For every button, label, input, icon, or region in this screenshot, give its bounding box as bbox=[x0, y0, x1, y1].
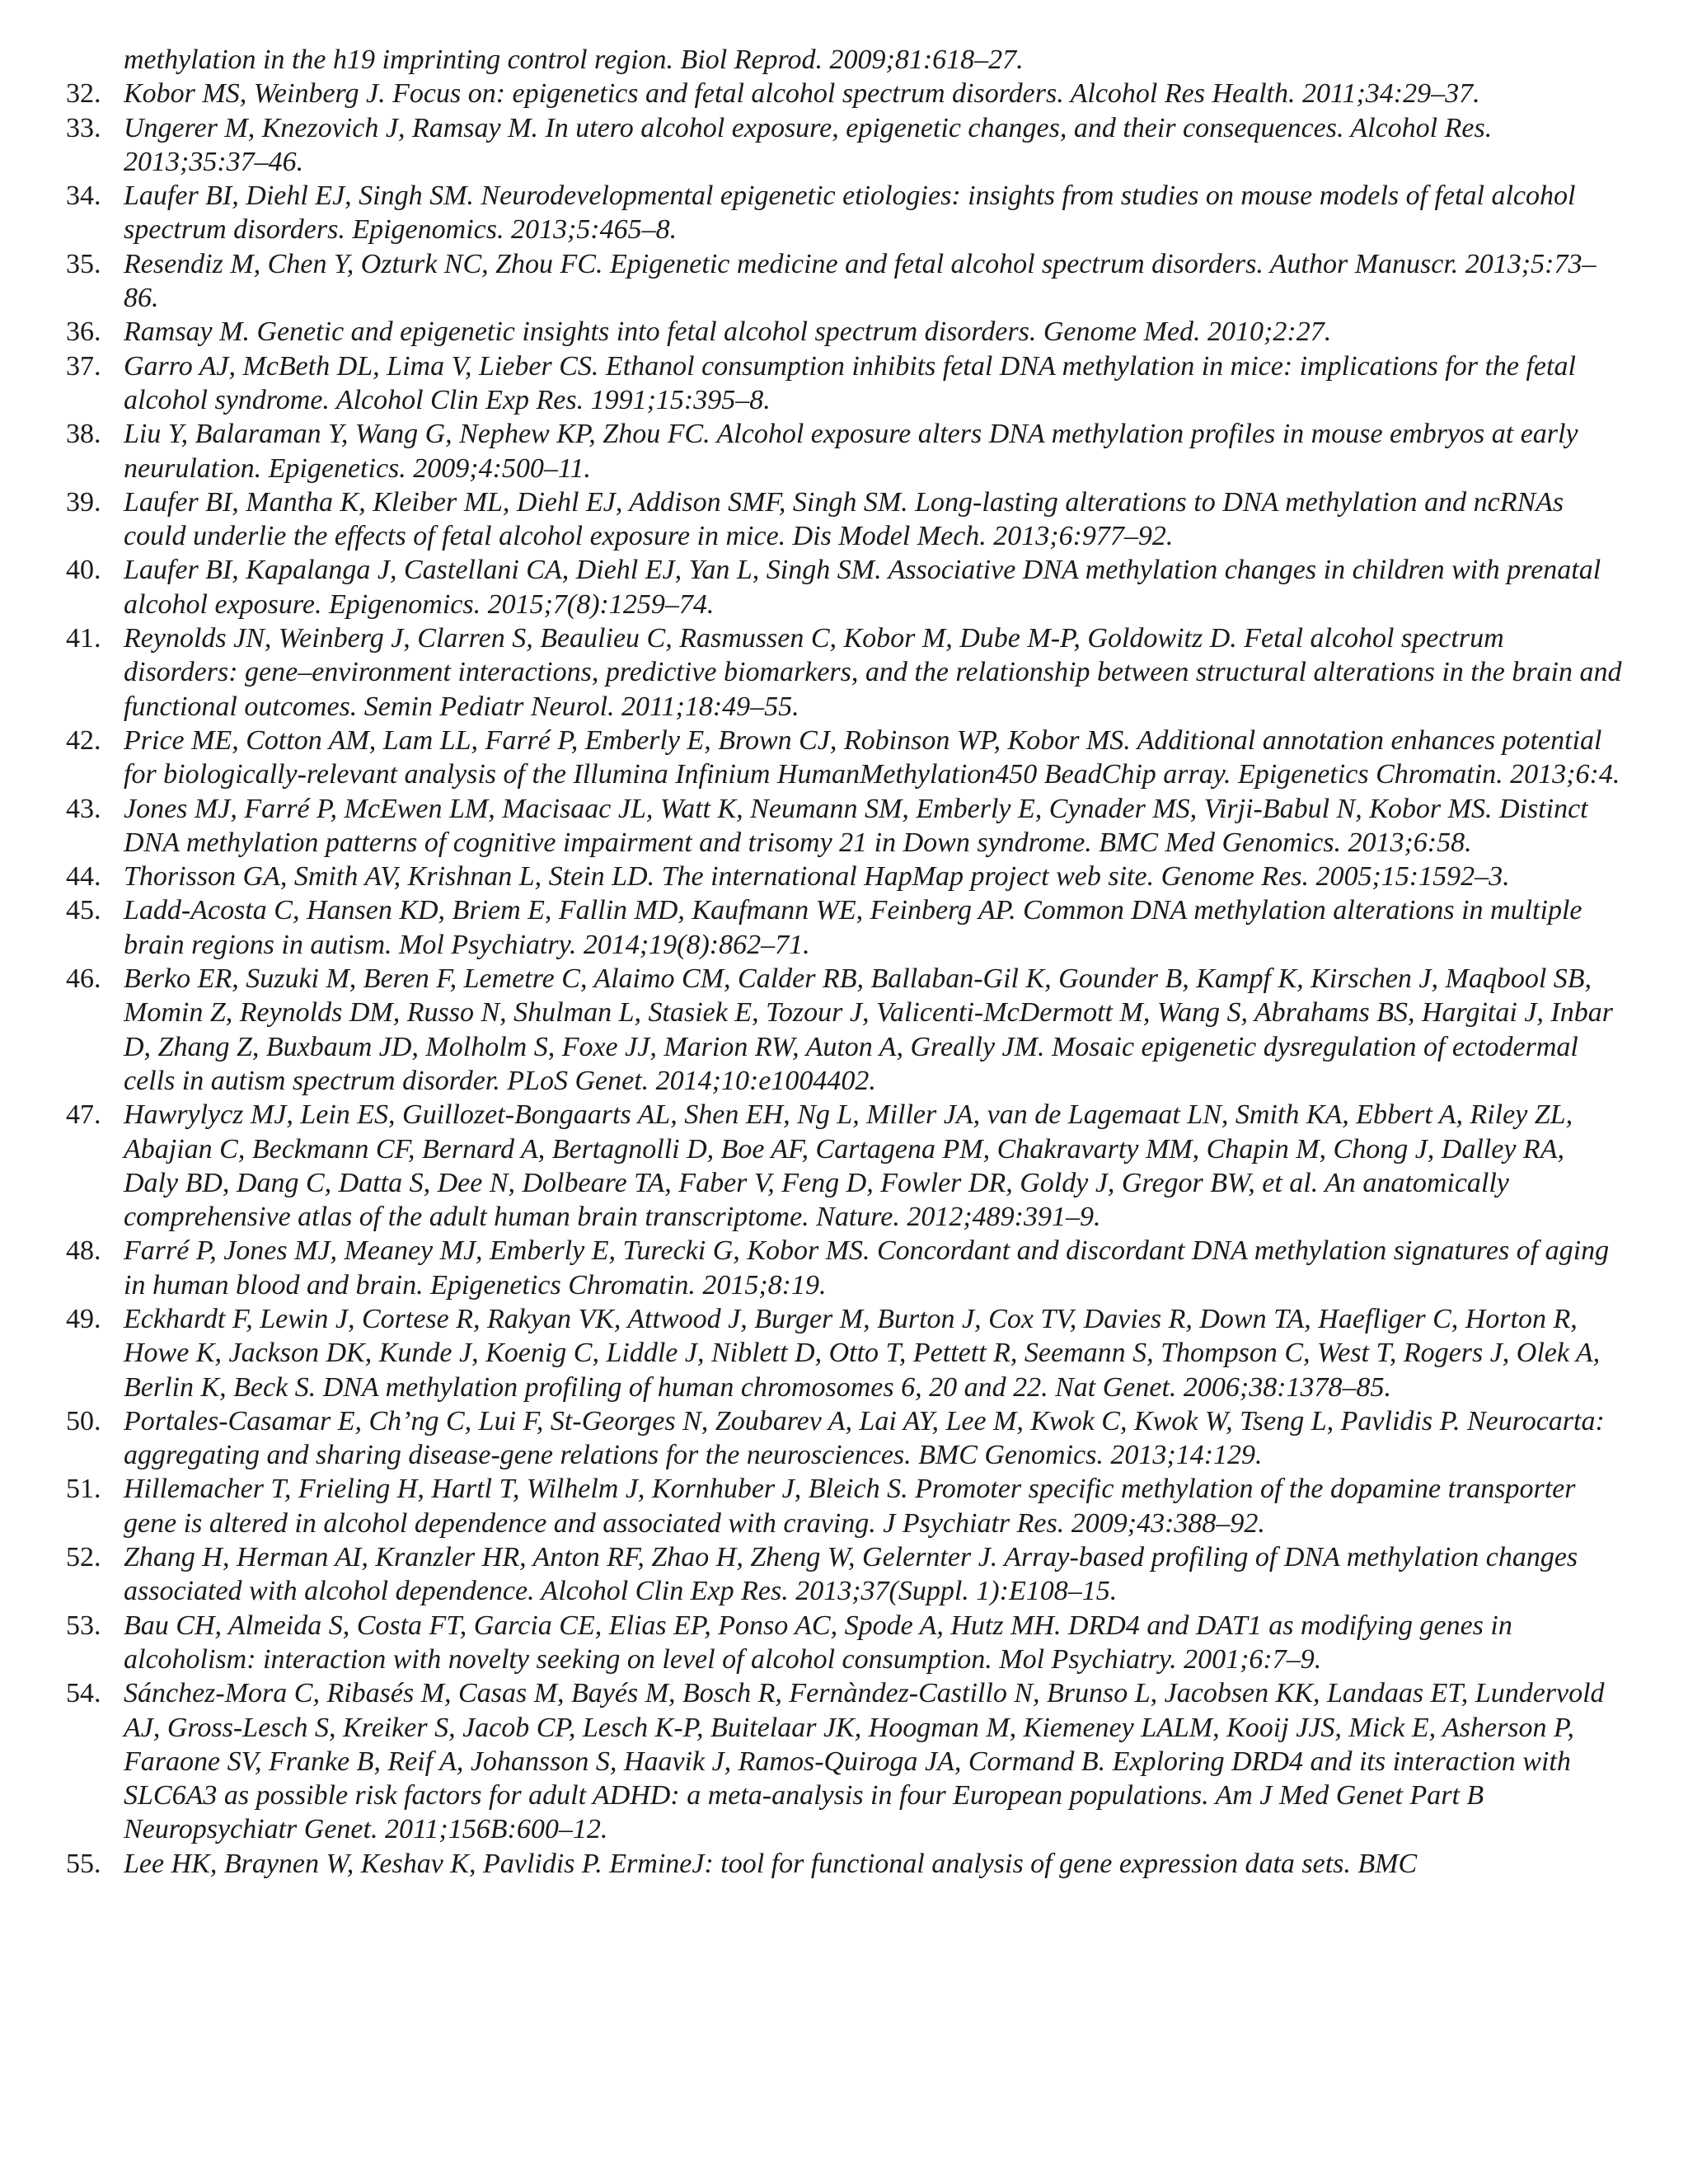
reference-item bbox=[0, 1676, 1624, 1846]
reference-item bbox=[0, 1302, 1624, 1404]
reference-text: Bau CH, Almeida S, Costa FT, Garcia CE, Elias EP, Ponso AC, Spode A, Hutz MH. DRD4 and DAT1 as modifying genes in alcoholism: interaction with novelty seeking on level of alcohol consumption. Mol Psychiatry. 2001;6:7–9. bbox=[124, 1610, 1512, 1675]
reference-number: 48. bbox=[66, 1235, 101, 1267]
reference-item bbox=[0, 1847, 1624, 1881]
reference-item bbox=[0, 179, 1624, 247]
reference-number: 52. bbox=[66, 1542, 101, 1573]
reference-number: 53. bbox=[66, 1610, 101, 1641]
reference-text: Hillemacher T, Frieling H, Hartl T, Wilhelm J, Kornhuber J, Bleich S. Promoter specific methylation of the dopamine transporter gene is altered in alcohol dependence and associated with craving. J Psychiatr Res. 2009;43:388–92. bbox=[124, 1474, 1576, 1539]
reference-item bbox=[0, 315, 1624, 349]
reference-item bbox=[0, 43, 1624, 77]
reference-number: 41. bbox=[66, 623, 101, 654]
reference-item bbox=[0, 485, 1624, 554]
reference-text: Laufer BI, Diehl EJ, Singh SM. Neurodevelopmental epigenetic etiologies: insights from studies on mouse models of fetal alcohol spectrum disorders. Epigenomics. 2013;5:465–8. bbox=[124, 180, 1576, 246]
reference-text: methylation in the h19 imprinting control region. Biol Reprod. 2009;81:618–27. bbox=[124, 45, 1024, 75]
reference-number: 44. bbox=[66, 861, 101, 893]
reference-text: Laufer BI, Kapalanga J, Castellani CA, Diehl EJ, Yan L, Singh SM. Associative DNA methylation changes in children with prenatal alcohol exposure. Epigenomics. 2015;7(8):1259–74. bbox=[124, 555, 1601, 620]
reference-text: Ladd-Acosta C, Hansen KD, Briem E, Fallin MD, Kaufmann WE, Feinberg AP. Common DNA methylation alterations in multiple brain regions in autism. Mol Psychiatry. 2014;19(8):862–71. bbox=[124, 895, 1582, 960]
reference-item bbox=[0, 792, 1624, 860]
reference-text: Hawrylycz MJ, Lein ES, Guillozet-Bongaarts AL, Shen EH, Ng L, Miller JA, van de Lagemaat LN, Smith KA, Ebbert A, Riley ZL, Abajian C, Beckmann CF, Bernard A, Bertagnolli D, Boe AF, Cartagena PM, Chakravarty MM, Chapin M, Chong J, Dalley RA, Daly BD, Dang C, Datta S, Dee N, Dolbeare TA, Faber V, Feng D, Fowler DR, Goldy J, Gregor BW, et al. An anatomically comprehensive atlas of the adult human brain transcriptome. Nature. 2012;489:391–9. bbox=[124, 1099, 1573, 1233]
reference-item bbox=[0, 1404, 1624, 1473]
reference-number: 42. bbox=[66, 724, 101, 756]
reference-number: 51. bbox=[66, 1474, 101, 1505]
reference-number: 49. bbox=[66, 1303, 101, 1334]
reference-number: 55. bbox=[66, 1848, 101, 1879]
reference-item bbox=[0, 1234, 1624, 1302]
reference-item bbox=[0, 860, 1624, 893]
reference-number: 45. bbox=[66, 895, 101, 926]
reference-text: Reynolds JN, Weinberg J, Clarren S, Beaulieu C, Rasmussen C, Kobor M, Dube M-P, Goldowitz D. Fetal alcohol spectrum disorders: gene–environment interactions, predictive biomarkers, and the relationship between structural alterations in the brain and functional outcomes. Semin Pediatr Neurol. 2011;18:49–55. bbox=[124, 623, 1622, 722]
reference-text: Garro AJ, McBeth DL, Lima V, Lieber CS. Ethanol consumption inhibits fetal DNA methylation in mice: implications for the fetal alcohol syndrome. Alcohol Clin Exp Res. 1991;15:395–8. bbox=[124, 350, 1576, 415]
reference-item bbox=[0, 621, 1624, 724]
reference-item bbox=[0, 77, 1624, 110]
reference-text: Zhang H, Herman AI, Kranzler HR, Anton RF, Zhao H, Zheng W, Gelernter J. Array-based profiling of DNA methylation changes associated with alcohol dependence. Alcohol Clin Exp Res. 2013;37(Suppl. 1):E108–15. bbox=[124, 1542, 1578, 1607]
reference-text: Ramsay M. Genetic and epigenetic insights into fetal alcohol spectrum disorders. Genome Med. 2010;2:27. bbox=[124, 316, 1332, 348]
reference-item bbox=[0, 724, 1624, 792]
reference-number: 37. bbox=[66, 350, 101, 382]
reference-number: 36. bbox=[66, 316, 101, 348]
reference-text: Laufer BI, Mantha K, Kleiber ML, Diehl EJ, Addison SMF, Singh SM. Long-lasting alterations to DNA methylation and ncRNAs could underlie the effects of fetal alcohol exposure in mice. Dis Model Mech. 2013;6:977–92. bbox=[124, 486, 1564, 552]
reference-number: 46. bbox=[66, 963, 101, 995]
reference-text: Farré P, Jones MJ, Meaney MJ, Emberly E, Turecki G, Kobor MS. Concordant and discordant DNA methylation signatures of aging in human blood and brain. Epigenetics Chromatin. 2015;8:19. bbox=[124, 1235, 1610, 1301]
reference-number: 43. bbox=[66, 793, 101, 824]
reference-number: 38. bbox=[66, 419, 101, 450]
reference-text: Eckhardt F, Lewin J, Cortese R, Rakyan VK, Attwood J, Burger M, Burton J, Cox TV, Davies R, Down TA, Haefliger C, Horton R, Howe K, Jackson DK, Kunde J, Koenig C, Liddle J, Niblett D, Otto T, Pettett R, Seemann S, Thompson C, West T, Rogers J, Olek A, Berlin K, Beck S. DNA methylation profiling of human chromosomes 6, 20 and 22. Nat Genet. 2006;38:1378–85. bbox=[124, 1303, 1601, 1403]
reference-text: Resendiz M, Chen Y, Ozturk NC, Zhou FC. Epigenetic medicine and fetal alcohol spectrum disorders. Author Manuscr. 2013;5:73–86. bbox=[124, 248, 1597, 314]
reference-item bbox=[0, 1472, 1624, 1540]
reference-text: Thorisson GA, Smith AV, Krishnan L, Stein LD. The international HapMap project web site. Genome Res. 2005;15:1592–3. bbox=[124, 861, 1510, 893]
reference-item bbox=[0, 553, 1624, 621]
reference-text: Kobor MS, Weinberg J. Focus on: epigenetics and fetal alcohol spectrum disorders. Alcohol Res Health. 2011;34:29–37. bbox=[124, 78, 1480, 110]
reference-text: Berko ER, Suzuki M, Beren F, Lemetre C, Alaimo CM, Calder RB, Ballaban-Gil K, Gounder B, Kampf K, Kirschen J, Maqbool SB, Momin Z, Reynolds DM, Russo N, Shulman L, Stasiek E, Tozour J, Valicenti-McDermott M, Wang S, Abrahams BS, Hargitai J, Inbar D, Zhang Z, Buxbaum JD, Molholm S, Foxe JJ, Marion RW, Auton A, Greally JM. Mosaic epigenetic dysregulation of ectodermal cells in autism spectrum disorder. PLoS Genet. 2014;10:e1004402. bbox=[124, 963, 1613, 1096]
reference-item bbox=[0, 1609, 1624, 1677]
reference-item bbox=[0, 247, 1624, 316]
reference-text: Liu Y, Balaraman Y, Wang G, Nephew KP, Zhou FC. Alcohol exposure alters DNA methylation profiles in mouse embryos at early neurulation. Epigenetics. 2009;4:500–11. bbox=[124, 419, 1578, 484]
reference-item bbox=[0, 417, 1624, 485]
reference-number: 33. bbox=[66, 112, 101, 143]
reference-number: 35. bbox=[66, 248, 101, 279]
reference-text: Jones MJ, Farré P, McEwen LM, Macisaac JL, Watt K, Neumann SM, Emberly E, Cynader MS, Virji-Babul N, Kobor MS. Distinct DNA methylation patterns of cognitive impairment and trisomy 21 in Down syndrome. BMC Med Genomics. 2013;6:58. bbox=[124, 793, 1588, 858]
reference-text: Ungerer M, Knezovich J, Ramsay M. In utero alcohol exposure, epigenetic changes, and their consequences. Alcohol Res. 2013;35:37–46. bbox=[124, 112, 1493, 177]
reference-text: Price ME, Cotton AM, Lam LL, Farré P, Emberly E, Brown CJ, Robinson WP, Kobor MS. Additional annotation enhances potential for biologically-relevant analysis of the Illumina Infinium HumanMethylation450 BeadChip array. Epigenetics Chromatin. 2013;6:4. bbox=[124, 724, 1620, 790]
reference-item bbox=[0, 111, 1624, 180]
reference-item bbox=[0, 893, 1624, 962]
reference-item bbox=[0, 962, 1624, 1098]
reference-text: Sánchez-Mora C, Ribasés M, Casas M, Bayés M, Bosch R, Fernàndez-Castillo N, Brunso L, Jacobsen KK, Landaas ET, Lundervold AJ, Gross-Lesch S, Kreiker S, Jacob CP, Lesch K-P, Buitelaar JK, Hoogman M, Kiemeney LALM, Kooij JJS, Mick E, Asherson P, Faraone SV, Franke B, Reif A, Johansson S, Haavik J, Ramos-Quiroga JA, Cormand B. Exploring DRD4 and its interaction with SLC6A3 as possible risk factors for adult ADHD: a meta-analysis in four European populations. Am J Med Genet Part B Neuropsychiatr Genet. 2011;156B:600–12. bbox=[124, 1678, 1605, 1845]
reference-item bbox=[0, 349, 1624, 418]
reference-number: 50. bbox=[66, 1405, 101, 1436]
reference-text: Lee HK, Braynen W, Keshav K, Pavlidis P. ErmineJ: tool for functional analysis of gene expression data sets. BMC bbox=[124, 1848, 1418, 1879]
reference-text: Portales-Casamar E, Ch’ng C, Lui F, St-Georges N, Zoubarev A, Lai AY, Lee M, Kwok C, Kwok W, Tseng L, Pavlidis P. Neurocarta: aggregating and sharing disease-gene relations for the neurosciences. BMC Genomics. 2013;14:129. bbox=[124, 1405, 1605, 1471]
reference-number: 54. bbox=[66, 1678, 101, 1709]
reference-item bbox=[0, 1540, 1624, 1609]
reference-number: 39. bbox=[66, 486, 101, 518]
reference-number: 32. bbox=[66, 78, 101, 110]
reference-list bbox=[0, 43, 1688, 1881]
reference-number: 47. bbox=[66, 1099, 101, 1131]
reference-item bbox=[0, 1098, 1624, 1234]
reference-number: 40. bbox=[66, 555, 101, 586]
reference-number: 34. bbox=[66, 180, 101, 212]
